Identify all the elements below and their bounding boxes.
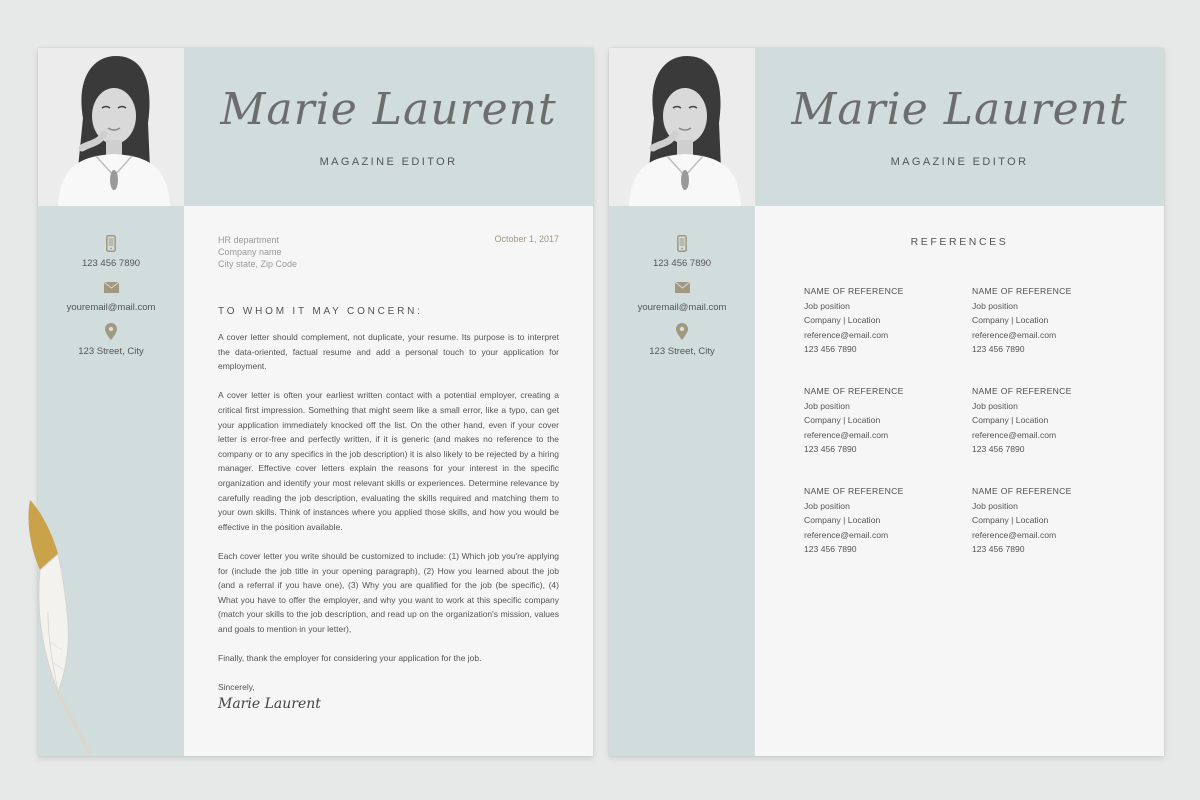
header-band [184,48,593,206]
reference-name: NAME OF REFERENCE [972,386,1072,396]
header-band [755,48,1164,206]
reference-company: Company | Location [972,415,1049,425]
reference-company: Company | Location [804,415,881,425]
portrait-image [38,48,184,206]
letter-closing: Sincerely, [218,682,255,693]
reference-phone: 123 456 7890 [804,344,857,354]
mail-icon [38,278,184,296]
reference-position: Job position [972,500,1018,511]
recipient-line: City state, Zip Code [218,259,298,269]
contact-phone [38,234,184,269]
reference-card [804,484,972,584]
reference-email: reference@email.com [804,329,889,340]
candidate-name: Marie Laurent [220,84,557,135]
reference-email: reference@email.com [804,529,889,540]
letter-paragraph: Finally, thank the employer for considering your application for the job. [218,653,482,664]
address-text: 123 Street, City [78,346,144,357]
contact-email [38,278,184,313]
letter-paragraph: A cover letter should complement, not duplicate, your resume. Its purpose is to interpret the data-oriented, factual resume and add a personal touch to your application for employment. [218,332,559,372]
phone-icon [38,234,184,252]
letter-paragraph: A cover letter is often your earliest written contact with a potential employer, creating a critical first impression. Something that might seem like a small error, like a typo, can get your application immediately knocked off the list. On the other hand, even if your cover letter is error-free and perfectly written, if it is generic (and makes no reference to the company or to any specifics in the job description) it is also likely to be rejected by a hiring manager. Effective cover letters explain the reasons for your interest in the specific organization and identify your most relevant skills or experiences. Determine relevance by carefully reading the job description, evaluating the skills required and matching them to your own skills. Think of instances where you applied those skills, and how you would be effective in the position available. [218,390,559,532]
contact-address [38,322,184,357]
candidate-title: MAGAZINE EDITOR [890,156,1029,168]
reference-company: Company | Location [972,315,1049,325]
reference-company: Company | Location [804,515,881,525]
reference-name: NAME OF REFERENCE [804,286,904,296]
reference-phone: 123 456 7890 [804,544,857,554]
reference-position: Job position [804,300,850,311]
reference-email: reference@email.com [804,429,889,440]
profile-photo [38,48,184,206]
reference-phone: 123 456 7890 [972,544,1025,554]
email-text: youremail@mail.com [66,302,156,313]
reference-position: Job position [804,500,850,511]
profile-photo [609,48,755,206]
location-pin-icon [609,322,755,340]
letter-body-area [184,206,593,756]
contact-list [38,234,184,366]
reference-name: NAME OF REFERENCE [804,386,904,396]
references-heading: REFERENCES [910,236,1009,248]
recipient-address [218,234,297,270]
email-text: youremail@mail.com [637,302,727,313]
phone-icon [609,234,755,252]
contact-email [609,278,755,313]
reference-company: Company | Location [972,515,1049,525]
reference-position: Job position [972,400,1018,411]
location-pin-icon [38,322,184,340]
reference-phone: 123 456 7890 [972,344,1025,354]
address-text: 123 Street, City [649,346,715,357]
letter-paragraph: Each cover letter you write should be customized to include: (1) Which job you're applying for (include the job title in your opening paragraph), (2) How you learned about the job (and a referral if you have one), (3) Why you are qualified for the job (be specific), (4) What you have to offer the employer, and why you want to work at this specific company (match your skills to the job description, and read up on the organization's mission, values and goals to mention in your letter), [218,550,559,634]
reference-card [972,284,1140,384]
signature: Marie Laurent [218,696,321,712]
reference-name: NAME OF REFERENCE [804,486,904,496]
letter-date: October 1, 2017 [494,234,559,244]
contact-phone [609,234,755,269]
phone-text: 123 456 7890 [81,258,141,269]
reference-email: reference@email.com [972,429,1057,440]
recipient-line: Company name [218,247,282,257]
reference-card [972,384,1140,484]
reference-email: reference@email.com [972,329,1057,340]
reference-position: Job position [972,300,1018,311]
reference-card [804,384,972,484]
contact-list [609,234,755,366]
reference-company: Company | Location [804,315,881,325]
reference-card [972,484,1140,584]
references-page [609,48,1164,756]
reference-name: NAME OF REFERENCE [972,486,1072,496]
phone-text: 123 456 7890 [652,258,712,269]
candidate-name: Marie Laurent [791,84,1128,135]
mail-icon [609,278,755,296]
portrait-image [609,48,755,206]
reference-phone: 123 456 7890 [972,444,1025,454]
reference-phone: 123 456 7890 [804,444,857,454]
reference-card [804,284,972,384]
letter-text [218,330,559,695]
cover-letter-page [38,48,593,756]
reference-name: NAME OF REFERENCE [972,286,1072,296]
contact-address [609,322,755,357]
candidate-title: MAGAZINE EDITOR [319,156,458,168]
quill-feather-icon [18,492,108,757]
reference-position: Job position [804,400,850,411]
recipient-line: HR department [218,235,280,245]
salutation: TO WHOM IT MAY CONCERN: [218,306,423,317]
references-grid [804,284,1140,584]
reference-email: reference@email.com [972,529,1057,540]
references-area [755,206,1164,756]
